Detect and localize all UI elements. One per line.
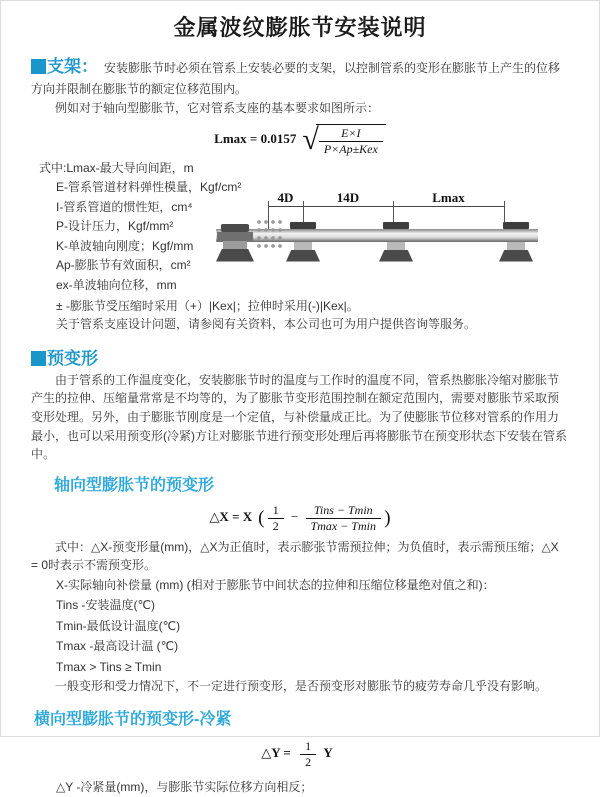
- dim-label-4d: 4D: [277, 189, 294, 205]
- definition-line: I-管系管道的惯性矩，cm⁴: [56, 199, 193, 214]
- axial-def-line: Tmin-最低设计温度(℃): [56, 618, 181, 633]
- guide-support: [498, 193, 534, 281]
- dim-label-14d: 14D: [336, 189, 360, 205]
- fraction-half: $\frac{1}{2}$: [300, 739, 316, 770]
- subsection-lateral-title: 横向型膨胀节的预变形-冷紧: [34, 710, 232, 728]
- axial-def-line: Tins -安装温度(℃): [56, 598, 156, 613]
- minus-operator: −: [290, 509, 299, 525]
- section-support-title: 支架：: [47, 57, 98, 76]
- note-service: 关于管系支座设计问题，请参阅有关资料，本公司也可为用户提供咨询等服务。: [56, 317, 477, 332]
- formula-lateral-rhs: Y: [323, 745, 333, 761]
- guide-support: [285, 193, 321, 281]
- radical: [302, 124, 385, 157]
- formula-lateral-lhs: △Y =: [261, 745, 291, 761]
- open-paren: (: [258, 507, 265, 529]
- section-preform-title: 预变形: [47, 348, 98, 368]
- section-support: [31, 54, 569, 99]
- preform-paragraph: 由于管系的工作温度变化，安装膨胀节时的温度与工作时的温度不同，管系热膨胀冷缩对膨胀节产生的拉伸、压缩量常常是不均等的，为了膨胀节变形范围控制在额定范围内，需要对膨胀节采取预变形处理。另外，由于膨胀节刚度是一个定值，与补偿量成正比。为了使膨胀节位移对管系的作用力最小，也可以采用预变形(冷紧)方让对膨胀节进行预变形处理后再将膨胀节在预变形状态下安装在管系中。: [31, 372, 567, 462]
- formula-lmax-numerator: E×I: [319, 126, 383, 142]
- page-title: 金属波纹膨胀节安装说明: [173, 15, 427, 40]
- axial-def-line: X-实际轴向补偿量 (mm) (相对于膨胀节中间状态的拉伸和压缩位移量绝对值之和)：: [56, 577, 495, 592]
- formula-axial-lhs: △X = X: [209, 509, 253, 525]
- section-marker-icon: [31, 351, 46, 366]
- formula-axial-preform: [31, 503, 569, 534]
- section-marker-icon: [31, 59, 46, 74]
- section-preform: [31, 344, 569, 369]
- subsection-axial-title: 轴向型膨胀节的预变形: [54, 476, 215, 494]
- support-example-text: 例如对于轴向型膨胀节，它对管系支座的基本要求如图所示：: [55, 100, 380, 115]
- axial-legend-paragraph: 式中：△X-预变形量(mm)，△X为正值时，表示膨张节需预拉伸；为负值时，表示需预压缩；△X = 0时表示不需预变形。: [31, 539, 559, 573]
- formula-lmax-denominator: P×Ap±Kex: [323, 141, 378, 156]
- axial-def-line: Tmax > Tins ≥ Tmin: [56, 659, 162, 674]
- formula-lmax-lhs: Lmax = 0.0157: [214, 131, 297, 147]
- definition-line: ex-单波轴向位移，mm: [56, 277, 177, 292]
- formula-lateral-preform: [31, 739, 569, 770]
- close-paren: ): [384, 507, 391, 529]
- lateral-note-paragraph: △Y -冷紧量(mm)，与膨胀节实际位移方向相反；: [56, 779, 313, 794]
- support-intro-text: 安装膨胀节时必须在管系上安装必要的支架，以控制管系的变形在膨胀节上产生的位移方向并限制在膨胀节的额定位移范围内。: [31, 61, 561, 97]
- bellows-expansion-joint: [256, 219, 284, 252]
- note-plus-minus: ± -膨胀节受压缩时采用（+）|Kex|；拉伸时采用(-)|Kex|。: [56, 298, 359, 313]
- definition-line: 式中:Lmax-最大导向间距，m: [39, 160, 194, 175]
- axial-note-paragraph: 一般变形和受力情况下，不一定进行预变形，是否预变形对膨胀节的疲劳寿命几乎没有影响。: [55, 679, 548, 694]
- definition-line: P-设计压力，Kgf/mm²: [56, 219, 174, 234]
- pipe-support-diagram: [216, 189, 571, 281]
- dim-label-lmax: Lmax: [432, 189, 465, 205]
- definition-line: Ap-膨胀节有效面积，cm²: [56, 258, 191, 273]
- guide-support: [378, 193, 414, 281]
- fraction-half: $\frac{1}{2}$: [268, 503, 284, 534]
- formula-lmax: [31, 124, 569, 157]
- definition-line: E-管系管道材料弹性模量，Kgf/cm²: [56, 180, 242, 195]
- radical-sign: √: [302, 123, 319, 157]
- fraction-temperature: $\frac{\text{Tins − Tmin}}{Tmax - Tmin}$: [306, 503, 381, 534]
- definitions-and-diagram: [31, 159, 569, 297]
- definition-line: K-单波轴向刚度；Kgf/mm: [56, 238, 194, 253]
- axial-def-line: Tmax -最高设计温 (℃): [56, 639, 179, 654]
- anchor-support: [216, 193, 256, 281]
